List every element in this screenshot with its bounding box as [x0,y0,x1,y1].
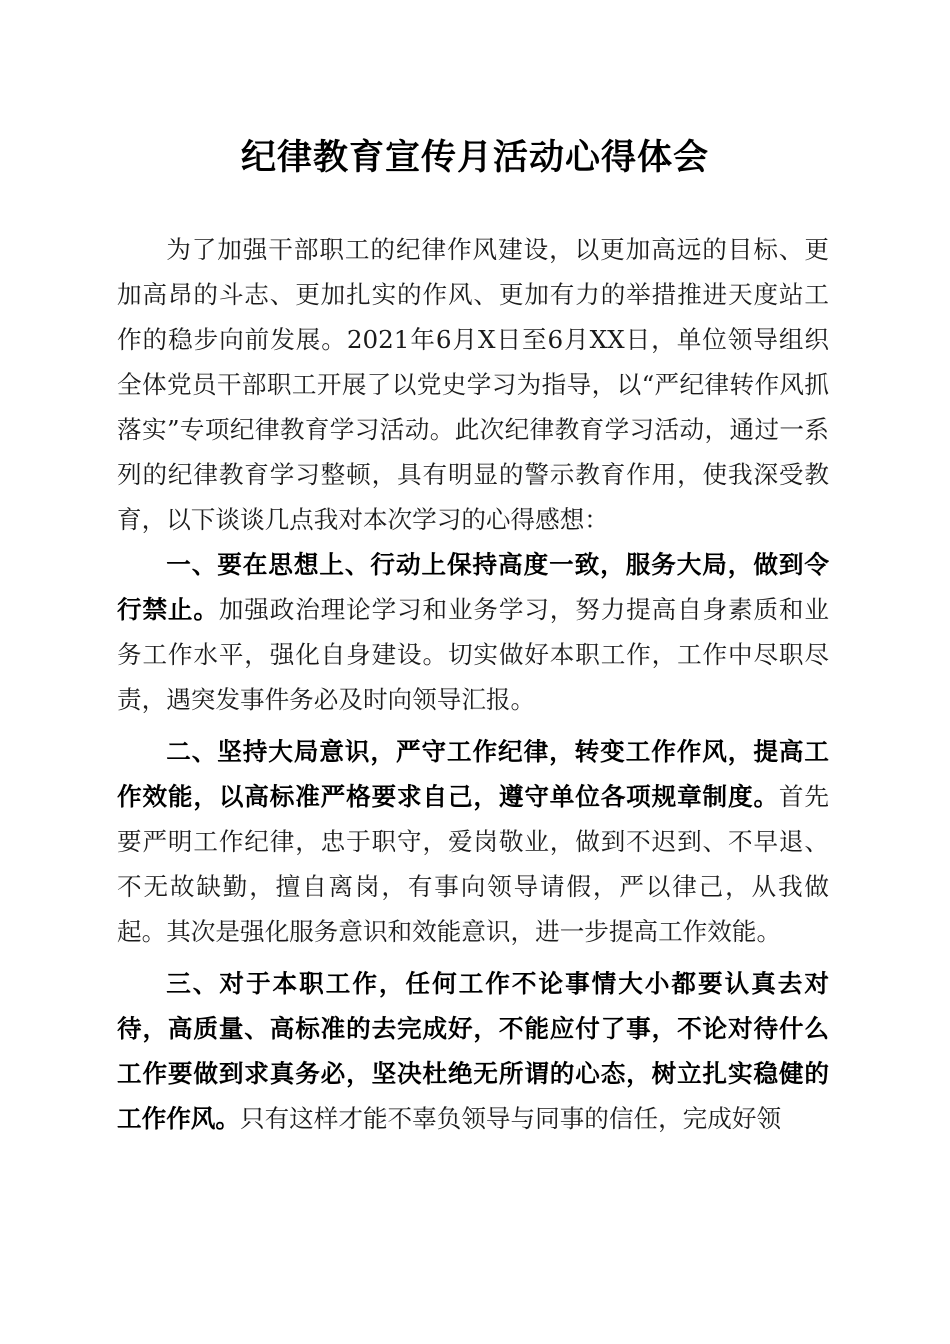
paragraph-point-1 [117,542,829,722]
paragraph-text: 首先要严明工作纪律，忠于职守，爱岗敬业，做到不迟到、不早退、不无故缺勤，擅自离岗，有事向领导请假，严以律己，从我做起。其次是强化服务意识和效能意识，进一步提高工作效能。 [117,782,829,946]
paragraph-lead: 三、对于本职工作，任何工作不论事情大小都要认真去对待，高质量、高标准的去完成好，不能应付了事，不论对待什么工作要做到求真务必，坚决杜绝无所谓的心态，树立扎实稳健的工作作风。 [117,969,829,1133]
paragraph-point-2 [117,729,829,954]
paragraph-lead: 一、要在思想上、行动上保持高度一致，服务大局，做到令行禁止。 [117,550,829,624]
document-title: 纪律教育宣传月活动心得体会 [240,137,709,178]
paragraph-text: 为了加强干部职工的纪律作风建设，以更加高远的目标、更加高昂的斗志、更加扎实的作风、更加有力的举措推进天度站工作的稳步向前发展。2021年6月X日至6月XX日，单位领导组织全体党员干部职工开展了以党史学习为指导，以“严纪律转作风抓落实”专项纪律教育学习活动。此次纪律教育学习活动，通过一系列的纪律教育学习整顿，具有明显的警示教育作用，使我深受教育，以下谈谈几点我对本次学习的心得感想： [117,235,829,534]
paragraph-lead: 二、坚持大局意识，严守工作纪律，转变工作作风，提高工作效能，以高标准严格要求自己，遵守单位各项规章制度。 [117,737,829,811]
paragraph-point-3 [117,961,829,1141]
document-body [117,227,829,1141]
paragraph-intro [117,227,829,542]
paragraph-text: 只有这样才能不辜负领导与同事的信任，完成好领 [239,1104,782,1133]
paragraph-text: 加强政治理论学习和业务学习，努力提高自身素质和业务工作水平，强化自身建设。切实做好本职工作，工作中尽职尽责，遇突发事件务必及时向领导汇报。 [117,595,829,714]
